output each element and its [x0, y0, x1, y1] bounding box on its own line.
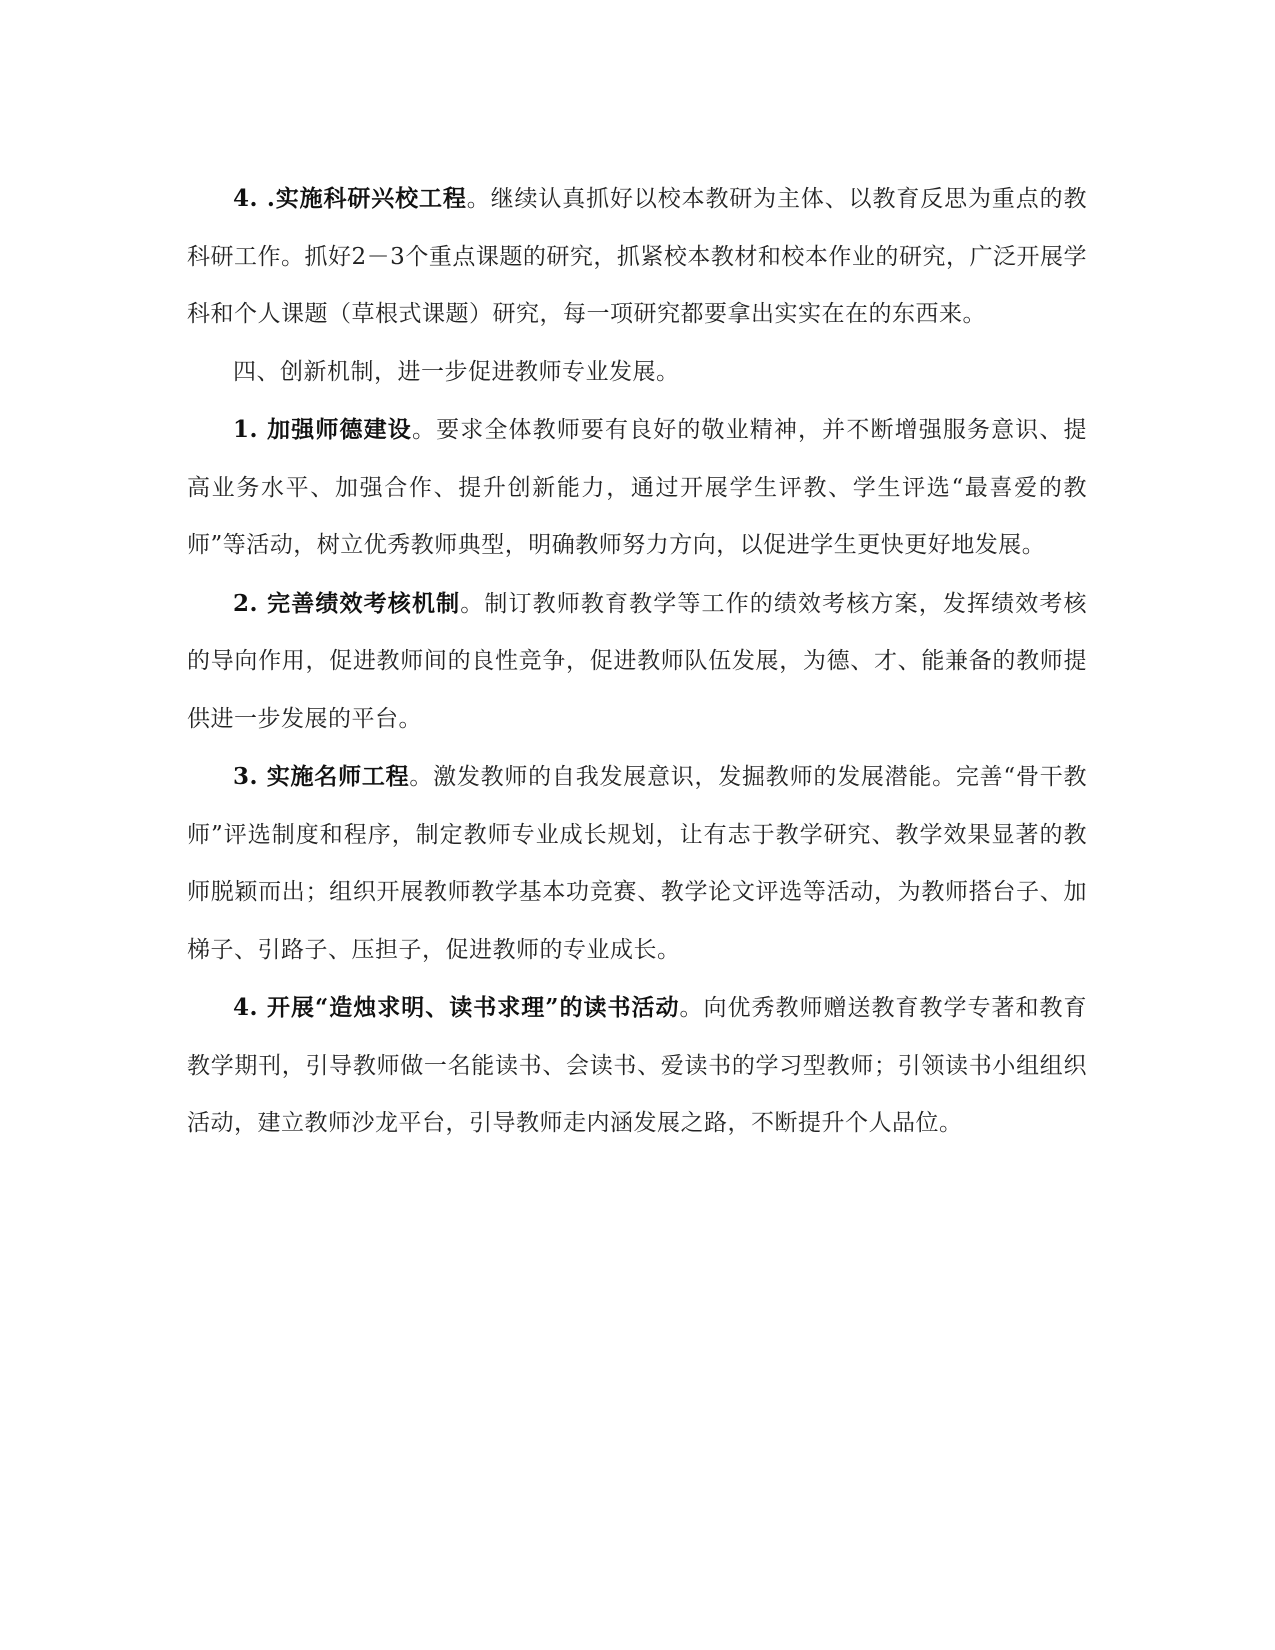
paragraph-performance	[187, 575, 1087, 749]
paragraph-text: 。继续认真抓好以校本教研为主体、以教育反思为重点的教科研工作。抓好2－3个重点课题的研究，抓紧校本教材和校本作业的研究，广泛开展学科和个人课题（草根式课题）研究，每一项研究都要拿出实实在在的东西来。	[187, 186, 1087, 327]
paragraph-reading	[187, 979, 1087, 1153]
paragraph-text: 。制订教师教育教学等工作的绩效考核方案，发挥绩效考核的导向作用，促进教师间的良性竞争，促进教师队伍发展，为德、才、能兼备的教师提供进一步发展的平台。	[187, 590, 1087, 732]
paragraph-heading: 4. .实施科研兴校工程	[233, 185, 467, 212]
paragraph-research	[187, 170, 1087, 344]
paragraph-heading: 1. 加强师德建设	[233, 416, 412, 443]
paragraph-heading: 4. 开展“造烛求明、读书求理”的读书活动	[233, 994, 680, 1021]
paragraph-text: 四、创新机制，进一步促进教师专业发展。	[233, 358, 680, 385]
paragraph-famous-teacher	[187, 748, 1087, 979]
paragraph-heading: 3. 实施名师工程	[233, 763, 410, 790]
paragraph-heading: 2. 完善绩效考核机制	[233, 589, 461, 617]
paragraph-text: 。要求全体教师要有良好的敬业精神，并不断增强服务意识、提高业务水平、加强合作、提升创新能力，通过开展学生评教、学生评选“最喜爱的教师”等活动，树立优秀教师典型，明确教师努力方向，以促进学生更快更好地发展。	[187, 417, 1088, 558]
section-heading-four	[187, 344, 1087, 402]
paragraph-ethics	[187, 401, 1087, 575]
paragraph-text: 。激发教师的自我发展意识，发掘教师的发展潜能。完善“骨干教师”评选制度和程序，制定教师专业成长规划，让有志于教学研究、教学效果显著的教师脱颖而出；组织开展教师教学基本功竞赛、教学论文评选等活动，为教师搭台子、加梯子、引路子、压担子，促进教师的专业成长。	[187, 764, 1087, 963]
paragraph-text: 。向优秀教师赠送教育教学专著和教育教学期刊，引导教师做一名能读书、会读书、爱读书的学习型教师；引领读书小组组织活动，建立教师沙龙平台，引导教师走内涵发展之路，不断提升个人品位。	[187, 995, 1088, 1136]
document-body	[187, 170, 1087, 1153]
